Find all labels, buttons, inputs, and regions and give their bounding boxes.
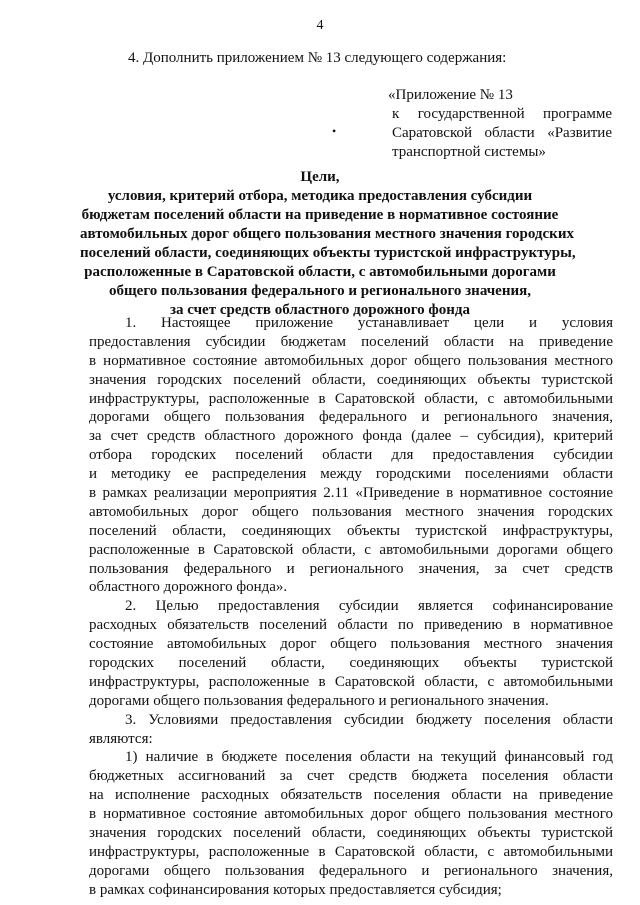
title-line: расположенные в Саратовской области, с автомобильными дорогами xyxy=(84,264,556,280)
body-line: и методику ее распределения между городскими поселениями области xyxy=(89,466,613,483)
body-line: бюджетных ассигнований за счет средств бюджета поселения области xyxy=(89,768,613,785)
body-line: в рамках софинансирования которых предоставляется субсидия; xyxy=(89,881,502,898)
body-line: расходных обязательств поселений области по приведению в нормативное xyxy=(89,617,613,634)
body-line: в нормативное состояние автомобильных дорог общего пользования местного xyxy=(89,806,613,823)
body-line: инфраструктуры, расположенные в Саратовской области, с автомобильными xyxy=(89,843,613,860)
title-line: общего пользования федерального и регионального значения, xyxy=(109,283,531,299)
body-line: инфраструктуры, расположенные в Саратовской области, с автомобильными xyxy=(89,390,613,407)
appendix-line: «Приложение № 13 xyxy=(388,87,513,103)
body-line: являются: xyxy=(89,730,153,747)
body-line: автомобильных дорог общего пользования местного значения городских xyxy=(89,503,613,520)
body-line: значения городских поселений области, соединяющих объекты туристской xyxy=(89,825,613,842)
body-line: дорогами общего пользования федерального и регионального значения, xyxy=(89,409,613,426)
document-title xyxy=(80,168,576,320)
title-line: Цели, xyxy=(300,169,340,185)
body-text xyxy=(89,314,613,900)
body-line: городских поселений области, соединяющих объекты туристской xyxy=(89,655,613,672)
title-line: за счет средств областного дорожного фонда xyxy=(169,302,471,318)
stray-mark: • xyxy=(332,124,337,138)
body-line: пользования федерального и регионального значения, за счет средств xyxy=(89,560,613,577)
appendix-line: транспортной системы» xyxy=(392,144,546,160)
body-line: в нормативное состояние автомобильных дорог общего пользования местного xyxy=(89,352,613,369)
body-line: дорогами общего пользования федерального и регионального значения. xyxy=(89,692,549,709)
title-line: поселений области, соединяющих объекты туристской инфраструктуры, xyxy=(80,245,576,261)
body-line: 3. Условиями предоставления субсидии бюджету поселения области xyxy=(125,711,613,728)
body-line: состояние автомобильных дорог общего пользования местного значения xyxy=(89,636,613,653)
body-line: расположенные в Саратовской области, с автомобильными дорогами общего xyxy=(89,541,613,558)
body-line: 1. Настоящее приложение устанавливает цели и условия xyxy=(125,315,613,331)
body-line: дорогами общего пользования федерального и регионального значения, xyxy=(89,862,613,879)
body-line: в рамках реализации мероприятия 2.11 «Приведение в нормативное состояние xyxy=(89,485,613,502)
title-line: бюджетам поселений области на приведение в нормативное состояние xyxy=(81,207,559,223)
appendix-header xyxy=(388,86,612,162)
appendix-line: к государственной программе xyxy=(392,106,612,122)
page-number: 4 xyxy=(316,18,324,33)
body-line: за счет средств областного дорожного фонда (далее – субсидия), критерий xyxy=(89,428,613,445)
title-line: условия, критерий отбора, методика предоставления субсидии xyxy=(107,188,533,204)
body-line: отбора городских поселений области для предоставления субсидии xyxy=(89,447,613,464)
body-line: предоставления субсидии бюджетам поселений области на приведение xyxy=(89,333,613,350)
body-line: на исполнение расходных обязательств поселения области на приведение xyxy=(89,787,613,804)
body-line: 1) наличие в бюджете поселения области на текущий финансовый год xyxy=(125,749,613,766)
body-line: значения городских поселений области, соединяющих объекты туристской xyxy=(89,371,613,388)
body-line: областного дорожного фонда». xyxy=(89,579,288,596)
body-line: 2. Целью предоставления субсидии является софинансирование xyxy=(125,598,613,615)
intro-paragraph: 4. Дополнить приложением № 13 следующего содержания: xyxy=(128,50,507,66)
body-line: инфраструктуры, расположенные в Саратовской области, с автомобильными xyxy=(89,673,613,690)
body-line: поселений области, соединяющих объекты туристской инфраструктуры, xyxy=(89,522,613,539)
appendix-line: Саратовской области «Развитие xyxy=(392,125,612,141)
title-line: автомобильных дорог общего пользования местного значения городских xyxy=(80,226,574,242)
